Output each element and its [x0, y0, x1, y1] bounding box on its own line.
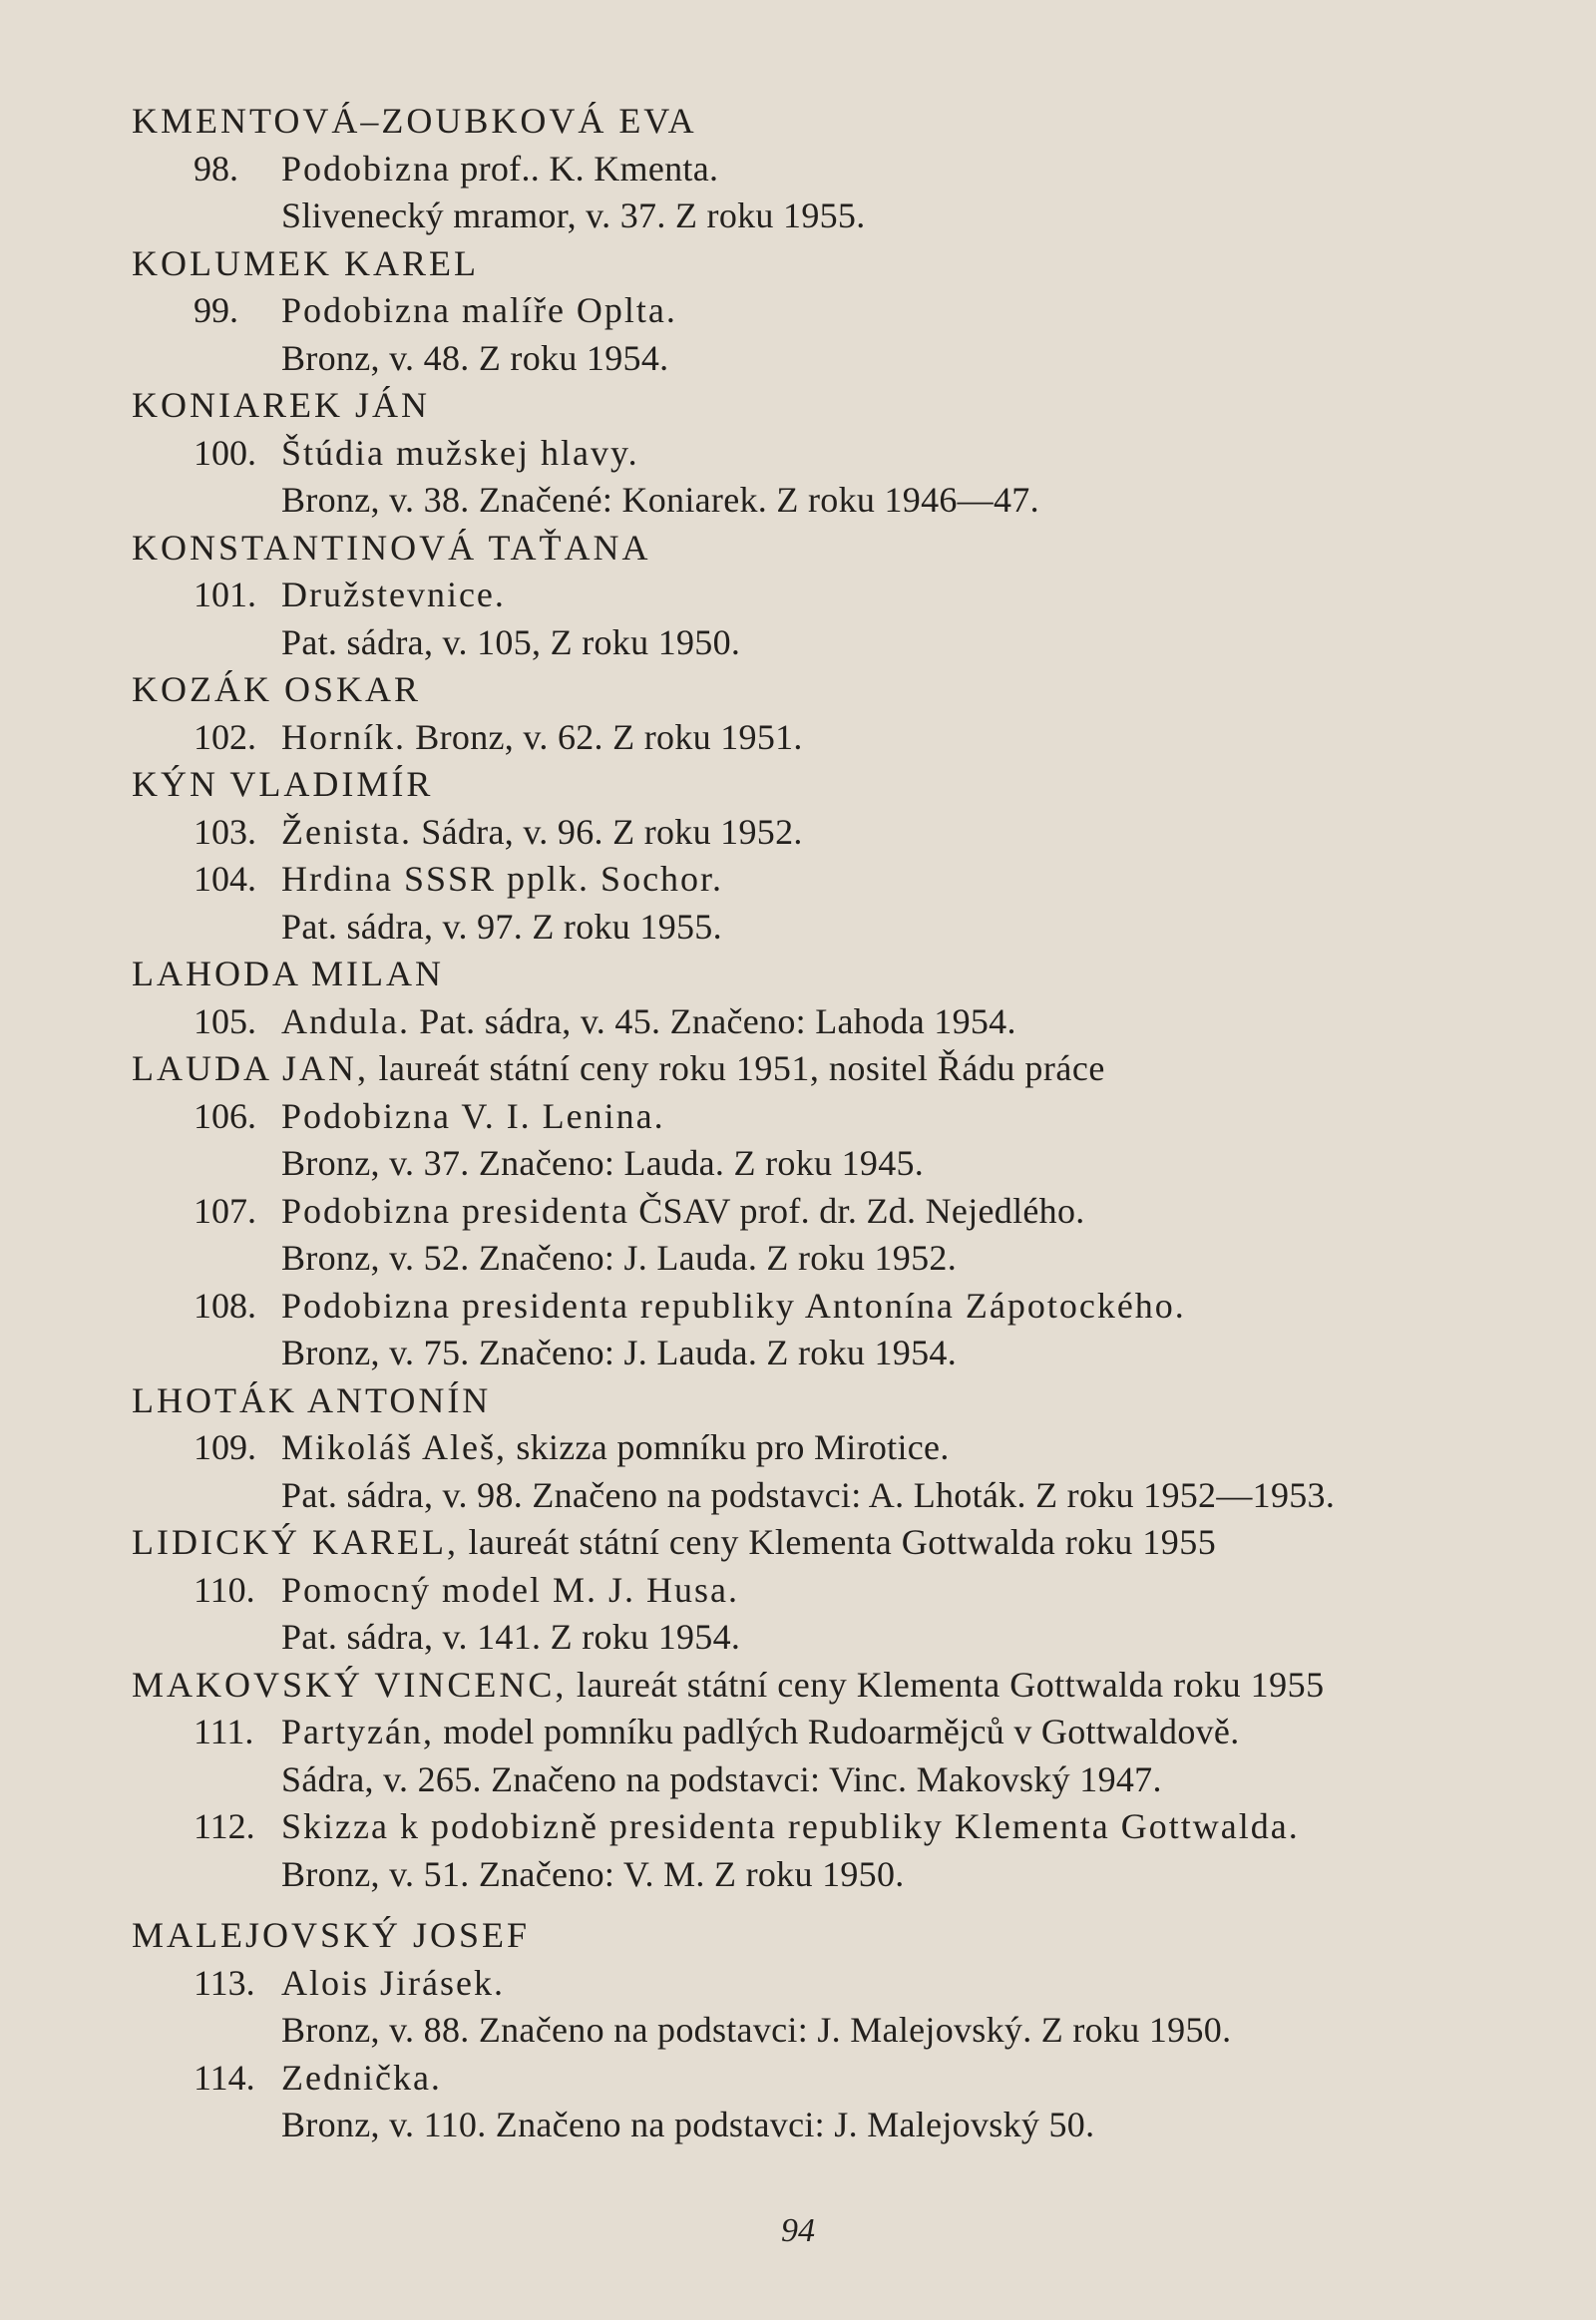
- work-entry: [132, 1424, 1558, 1472]
- work-entry: [132, 1188, 1558, 1236]
- work-number: 108.: [194, 1285, 256, 1326]
- author-heading: [132, 1045, 1558, 1093]
- work-entry: [132, 1093, 1558, 1141]
- work-number: 110.: [194, 1569, 255, 1610]
- work-entry: [132, 809, 1558, 857]
- work-entry: [132, 856, 1558, 904]
- work-number: 106.: [194, 1095, 256, 1136]
- author-name: LIDICKÝ KAREL,: [132, 1522, 459, 1562]
- work-details: Pat. sádra, v. 98. Značeno na podstavci: A. Lhoták. Z roku 1952—1953.: [281, 1474, 1336, 1515]
- page-number: 94: [781, 2212, 815, 2249]
- work-entry: [132, 430, 1558, 478]
- work-entry: [132, 998, 1558, 1046]
- work-number: 114.: [194, 2057, 255, 2098]
- author-heading: KONSTANTINOVÁ TAŤANA: [132, 527, 651, 568]
- work-title: Pomocný model M. J. Husa.: [281, 1569, 739, 1610]
- work-details: Bronz, v. 110. Značeno na podstavci: J. Malejovský 50.: [281, 2105, 1095, 2144]
- work-title: Zednička.: [281, 2057, 442, 2098]
- work-entry: [132, 714, 1558, 762]
- author-note: laureát státní ceny roku 1951, nositel Řádu práce: [369, 1048, 1105, 1088]
- work-entry: [132, 146, 1558, 193]
- work-title-rest: skizza pomníku pro Mirotice.: [507, 1427, 950, 1467]
- work-title: Podobizna V. I. Lenina.: [281, 1095, 665, 1136]
- author-name: MAKOVSKÝ VINCENC,: [132, 1664, 568, 1705]
- author-note: laureát státní ceny Klementa Gottwalda roku 1955: [458, 1522, 1217, 1562]
- section-spacer: [132, 1898, 1558, 1912]
- author-heading: KOZÁK OSKAR: [132, 669, 422, 709]
- work-number: 105.: [194, 1000, 256, 1041]
- work-entry: [132, 1283, 1558, 1331]
- work-number: 104.: [194, 859, 256, 899]
- work-title-rest: prof.. K. Kmenta.: [450, 148, 719, 189]
- work-details: Pat. sádra, v. 141. Z roku 1954.: [281, 1617, 741, 1657]
- work-title: Družstevnice.: [281, 575, 506, 614]
- work-number: 101.: [194, 575, 256, 614]
- author-heading: KÝN VLADIMÍR: [132, 764, 434, 804]
- work-details: Pat. sádra, v. 105, Z roku 1950.: [281, 621, 741, 662]
- work-details: Bronz, v. 75. Značeno: J. Lauda. Z roku 1954.: [281, 1333, 958, 1372]
- author-heading: KMENTOVÁ–ZOUBKOVÁ EVA: [132, 101, 697, 141]
- work-details: Slivenecký mramor, v. 37. Z roku 1955.: [281, 195, 866, 235]
- work-details-inline: Pat. sádra, v. 45. Značeno: Lahoda 1954.: [409, 1000, 1016, 1041]
- work-title-rest: model pomníku padlých Rudoarmějců v Gottwaldově.: [433, 1712, 1240, 1751]
- work-title-rest: ČSAV prof. dr. Zd. Nejedlého.: [628, 1190, 1085, 1231]
- work-entry: [132, 1709, 1558, 1756]
- work-details: Bronz, v. 38. Značené: Koniarek. Z roku 1946—47.: [281, 480, 1039, 520]
- author-note: laureát státní ceny Klementa Gottwalda roku 1955: [567, 1664, 1325, 1705]
- work-title: Ženista.: [281, 811, 412, 852]
- work-number: 111.: [194, 1712, 254, 1751]
- work-entry: [132, 1567, 1558, 1615]
- work-title: Mikoláš Aleš,: [281, 1427, 508, 1467]
- work-number: 98.: [194, 148, 238, 189]
- work-details: Bronz, v. 52. Značeno: J. Lauda. Z roku 1952.: [281, 1238, 958, 1278]
- author-heading: [132, 1662, 1558, 1710]
- work-details-inline: Bronz, v. 62. Z roku 1951.: [406, 716, 803, 757]
- author-heading: KOLUMEK KAREL: [132, 242, 479, 283]
- work-details-inline: Sádra, v. 96. Z roku 1952.: [411, 811, 803, 852]
- work-title: Štúdia mužskej hlavy.: [281, 432, 639, 473]
- work-number: 100.: [194, 432, 256, 473]
- work-details: Pat. sádra, v. 97. Z roku 1955.: [281, 906, 722, 947]
- work-title: Podobizna presidenta: [281, 1190, 629, 1231]
- author-name: LAUDA JAN,: [132, 1048, 370, 1088]
- author-heading: LAHODA MILAN: [132, 954, 444, 993]
- work-number: 112.: [194, 1806, 255, 1846]
- work-title: Alois Jirásek.: [281, 1962, 505, 2003]
- work-number: 103.: [194, 811, 256, 852]
- work-entry: [132, 572, 1558, 619]
- author-heading: [132, 1519, 1558, 1567]
- work-title: Partyzán,: [281, 1712, 434, 1751]
- work-details: Sádra, v. 265. Značeno na podstavci: Vinc. Makovský 1947.: [281, 1758, 1162, 1799]
- work-number: 113.: [194, 1962, 255, 2003]
- work-number: 102.: [194, 716, 256, 757]
- work-entry: [132, 287, 1558, 335]
- author-heading: LHOTÁK ANTONÍN: [132, 1379, 492, 1420]
- author-heading: MALEJOVSKÝ JOSEF: [132, 1915, 531, 1955]
- author-heading: KONIAREK JÁN: [132, 385, 430, 425]
- work-details: Bronz, v. 37. Značeno: Lauda. Z roku 1945.: [281, 1143, 925, 1183]
- catalog-list: [132, 98, 1558, 2149]
- work-details: Bronz, v. 51. Značeno: V. M. Z roku 1950.: [281, 1853, 905, 1894]
- work-number: 109.: [194, 1427, 256, 1467]
- work-title: Skizza k podobizně presidenta republiky Klementa Gottwalda.: [281, 1806, 1300, 1846]
- work-number: 99.: [194, 290, 238, 330]
- work-number: 107.: [194, 1190, 256, 1231]
- work-title: Hrdina SSSR pplk. Sochor.: [281, 859, 724, 899]
- work-title: Podobizna presidenta republiky Antonína Zápotockého.: [281, 1285, 1186, 1326]
- work-details: Bronz, v. 48. Z roku 1954.: [281, 337, 669, 378]
- work-entry: [132, 1960, 1558, 2008]
- work-title: Andula.: [281, 1000, 410, 1041]
- work-title: Podobizna malíře Oplta.: [281, 290, 677, 330]
- work-entry: [132, 1803, 1558, 1851]
- work-title: Podobizna: [281, 148, 451, 189]
- work-details: Bronz, v. 88. Značeno na podstavci: J. Malejovský. Z roku 1950.: [281, 2010, 1232, 2050]
- work-title: Horník.: [281, 716, 406, 757]
- work-entry: [132, 2055, 1558, 2103]
